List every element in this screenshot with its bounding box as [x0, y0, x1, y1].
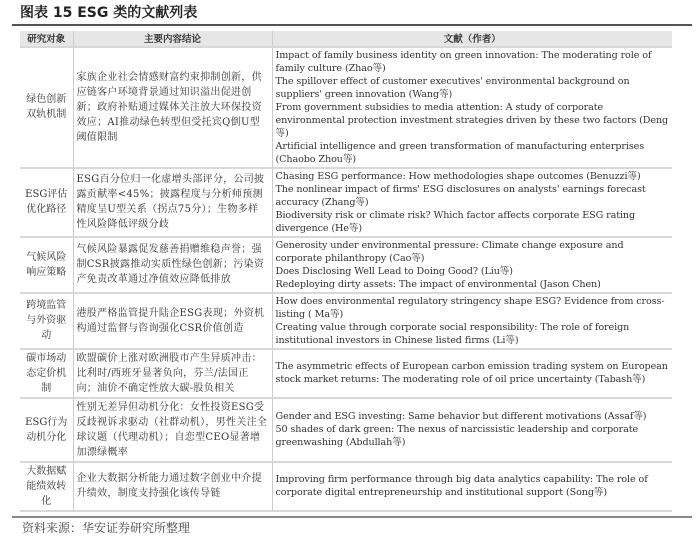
research-object: ESG评估优化路径	[20, 168, 73, 237]
references-cell	[272, 398, 672, 462]
table-row	[20, 237, 672, 293]
references-cell	[272, 349, 672, 398]
reference-item: The asymmetric effects of European carbon emission trading system on European stock market returns: The moderating role of oil price uncertainty (Tabash等)	[275, 361, 668, 385]
table-row	[20, 47, 672, 168]
title-divider	[12, 24, 692, 26]
reference-item: Chasing ESG performance: How methodologies shape outcomes (Benuzzi等)	[275, 170, 641, 182]
references-cell	[272, 47, 672, 168]
reference-item: Creating value through corporate social responsibility: The role of foreign institutional investors in Chinese listed firms (Li等)	[275, 321, 630, 346]
reference-item: The spillover effect of customer executives' environmental background on suppliers' green innovation (Wang等)	[275, 75, 630, 100]
table-header	[20, 31, 672, 47]
reference-item: Impact of family business identity on green innovation: The moderating role of family culture (Zhao等)	[275, 49, 652, 74]
reference-item: Artificial intelligence and green transformation of manufacturing enterprises (Chaobo Zhou等)	[275, 140, 645, 165]
reference-item: Improving firm performance through big data analytics capability: The role of corporate digital entrepreneurship and institutional support (Song等)	[275, 474, 648, 498]
header-conclusion: 主要内容结论	[73, 31, 272, 47]
source-note: 资料来源：华安证券研究所整理	[22, 520, 191, 535]
table-row	[20, 398, 672, 462]
header-object: 研究对象	[20, 31, 73, 47]
reference-item: Biodiversity risk or climate risk? Which factor affects corporate ESG rating divergence (He等)	[275, 209, 636, 234]
reference-item: Generosity under environmental pressure: Climate change exposure and corporate philanthropy (Cao等)	[275, 239, 624, 264]
table-row	[20, 293, 672, 349]
main-conclusion: 企业大数据分析能力通过数字创业中介提升绩效，制度支持强化该传导链	[73, 462, 272, 511]
reference-item: The nonlinear impact of firms' ESG disclosures on analysts' earnings forecast accuracy (Zhang等)	[275, 183, 646, 208]
header-references: 文献（作者）	[272, 31, 672, 47]
main-conclusion: 气候风险暴露促发慈善捐赠维稳声誉；强制CSR披露推动实质性绿色创新；污染资产免责改革通过净值效应降低排放	[73, 237, 272, 293]
references-cell	[272, 462, 672, 511]
main-conclusion: 性别无差异但动机分化：女性投资ESG受反歧视诉求驱动（社群动机），男性关注全球议题（代理动机）；自恋型CEO显著增加漂绿概率	[73, 398, 272, 462]
reference-item: Redeploying dirty assets: The impact of environmental (Jason Chen)	[275, 278, 601, 290]
table-row	[20, 349, 672, 398]
reference-item: Gender and ESG investing: Same behavior but different motivations (Assaf等)	[275, 411, 647, 422]
research-object: 气候风险响应策略	[20, 237, 73, 293]
figure-title: 图表 15 ESG 类的文献列表	[20, 5, 198, 21]
table-row	[20, 168, 672, 237]
literature-table	[20, 31, 672, 512]
reference-item: From government subsidies to media attention: A study of corporate environmental protection investment strategies driven by these two factors (Deng等)	[275, 101, 669, 139]
references-cell	[272, 293, 672, 349]
reference-item: Does Disclosing Well Lead to Doing Good? (Liu等)	[275, 265, 513, 277]
main-conclusion: ESG百分位归一化虚增头部评分，公司披露贡献率<45%；披露程度与分析师预测精度呈U型关系（拐点75分）；生物多样性风险降低评级分歧	[73, 168, 272, 237]
main-conclusion: 家族企业社会情感财富约束抑制创新，供应链客户环境背景通过知识溢出促进创新；政府补贴通过媒体关注放大环保投资效应；AI推动绿色转型但受托宾Q倒U型阈值限制	[73, 47, 272, 168]
reference-item: 50 shades of dark green: The nexus of narcissistic leadership and corporate greenwashing (Abdullah等)	[275, 424, 639, 448]
main-conclusion: 欧盟碳价上涨对欧洲股市产生异质冲击：比利时/西班牙显著负向，芬兰/法国正向；油价不确定性放大碳-股负相关	[73, 349, 272, 398]
references-cell	[272, 237, 672, 293]
bottom-divider	[12, 516, 692, 518]
research-object: ESG行为动机分化	[20, 398, 73, 462]
research-object: 跨境监管与外资驱动	[20, 293, 73, 349]
research-object: 大数据赋能绩效转化	[20, 462, 73, 511]
references-cell	[272, 168, 672, 237]
reference-item: How does environmental regulatory stringency shape ESG? Evidence from cross-listing ( Ma等)	[275, 295, 665, 320]
research-object: 绿色创新双轨机制	[20, 47, 73, 168]
main-conclusion: 港股严格监管提升陆企ESG表现；外资机构通过监督与咨询强化CSR价值创造	[73, 293, 272, 349]
research-object: 碳市场动态定价机制	[20, 349, 73, 398]
table-row	[20, 462, 672, 511]
